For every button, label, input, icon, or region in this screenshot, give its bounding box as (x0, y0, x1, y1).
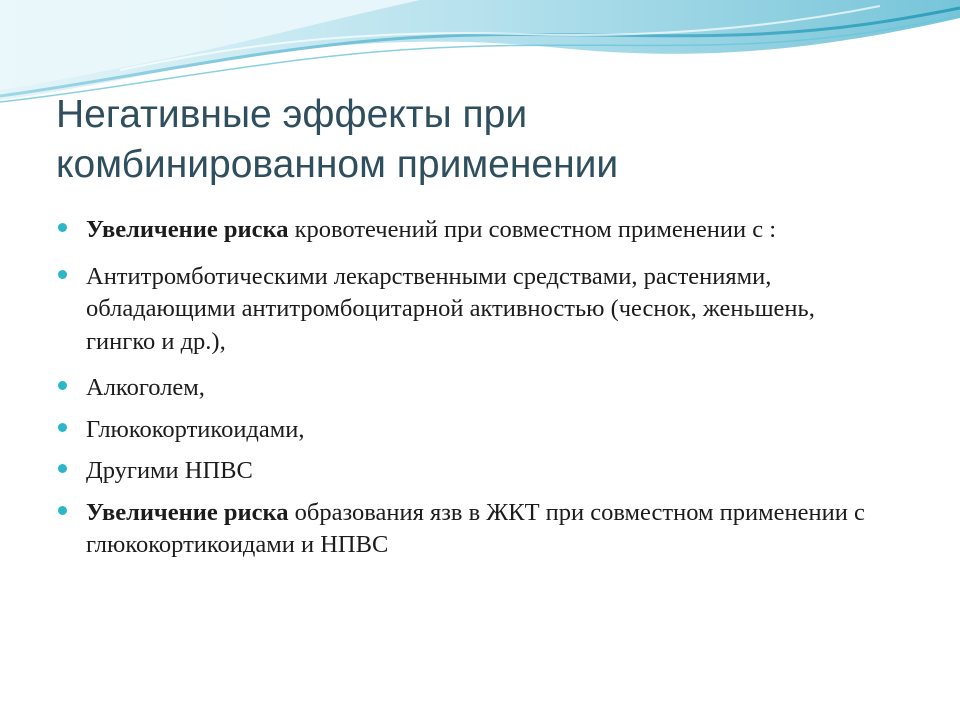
bullet-text: Другими НПВС (86, 457, 253, 484)
bullet-dot-icon (58, 270, 67, 279)
bullet-text: Алкоголем, (86, 374, 205, 401)
bullet-item-1 (58, 214, 878, 247)
slide-title-line-1: Негативные эффекты при (56, 93, 528, 136)
bullet-bold-text: Увеличение риска (86, 216, 289, 243)
bullet-dot-icon (58, 381, 67, 390)
bullet-text: кровотечений при совместном применении с : (288, 216, 777, 243)
bullet-item-4 (58, 414, 878, 447)
bullet-bold-text: Увеличение риска (86, 498, 289, 526)
bullet-list (58, 214, 878, 576)
bullet-dot-icon (58, 506, 67, 515)
bullet-item-2 (58, 261, 878, 359)
slide-title-line-2: комбинированном применении (56, 143, 619, 186)
bullet-text: образования язв в ЖКТ при совместном применении с глюкокортикоидами и НПВС (86, 498, 865, 558)
bullet-text: Антитромботическими лекарственными средствами, растениями, обладающими антитромбоцитарной активностью (чеснок, женьшень, гингко и др.), (86, 262, 815, 355)
bullet-item-6 (58, 497, 878, 562)
bullet-dot-icon (58, 423, 67, 432)
slide-title (56, 90, 916, 190)
bullet-item-3 (58, 372, 878, 405)
bullet-dot-icon (58, 464, 67, 473)
bullet-dot-icon (58, 223, 67, 232)
bullet-text: Глюкокортикоидами, (86, 415, 305, 443)
bullet-item-5 (58, 455, 878, 488)
